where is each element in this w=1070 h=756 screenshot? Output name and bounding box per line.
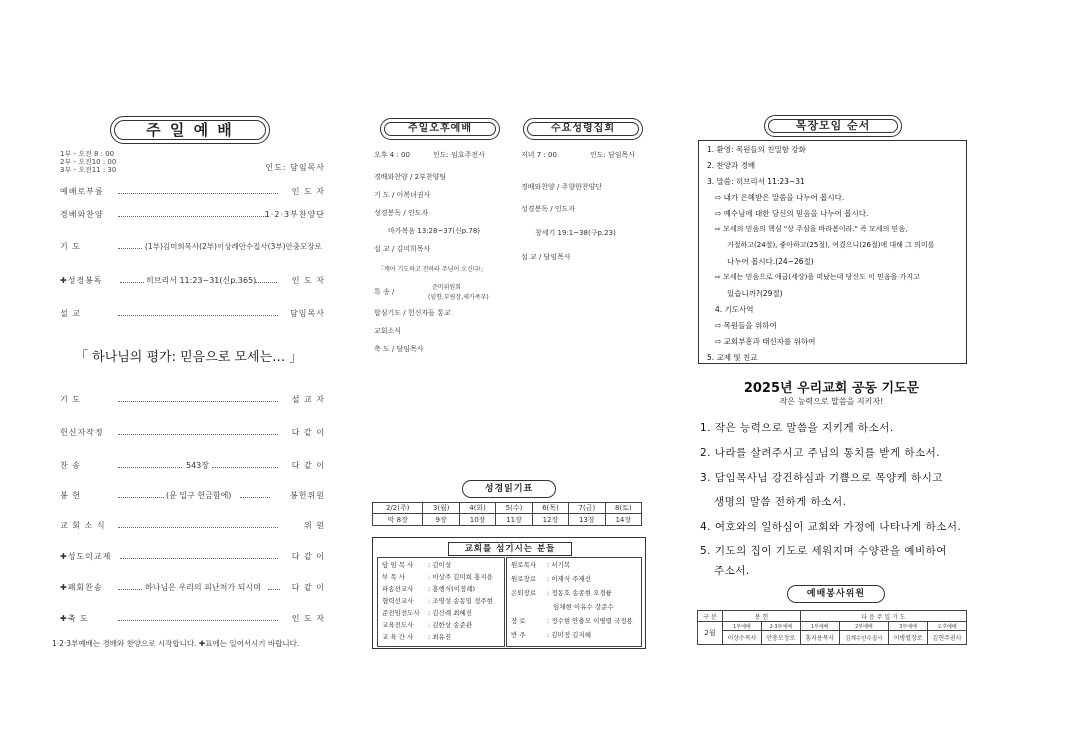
afternoon-item: 설 교 / 김미희목사 [374,245,431,253]
service-times: 1부 - 오전 8 : 00 2부 - 오전10 : 00 3부 - 오전11 : 30 [60,150,117,174]
sermon-title: 「 하나님의 평가: 믿음으로 모세는… 」 [75,350,303,365]
servant-row: 준전임전도사 [382,609,420,617]
servant-row: 원로목사 [511,561,537,569]
servant-row: 교 육 간 사 [382,633,414,641]
afternoon-item: 특 송 / [374,288,395,296]
servant-row: 부 목 사 [382,573,405,581]
prayer-line: 3. 담임목사님 강건하심과 기쁨으로 목양케 하시고 [700,472,944,484]
servants-title: 교회를 섬기시는 분들 [448,542,572,556]
duty-head2: 2월 1부예배 2·3부예배 1부예배 2부예배 3부예배 오후예배 [698,622,967,631]
prayer-line: 1. 작은 능력으로 말씀을 지키게 하소서. [700,422,894,434]
servants-box [372,537,646,649]
prayer-line: 5. 기도의 집이 기도로 세워지며 수양관을 예비하여 [700,545,947,557]
servant-row: 반 주 [511,631,526,639]
afternoon-service-title: 주일오후예배 [380,118,500,140]
afternoon-item: 기 도 / 이복녀권사 [374,191,431,199]
wednesday-item: 경배와찬양 / 주향한찬양단 [521,183,603,191]
wednesday-item: 창세기 19:1~38(구p.23) [535,229,616,237]
duty-head1: 구 분 봉 헌 다 음 주 일 기 도 [698,611,967,622]
prayer-subtitle: 작은 능력으로 말씀을 지키자! [779,397,884,406]
cell-line: 4. 기도사역 [715,305,754,314]
duty-title: 예배봉사위원 [787,585,885,603]
prayer-line: 2. 나라를 살려주시고 주님의 통치를 받게 하소서. [700,447,941,459]
bible-reading-table [372,502,642,526]
afternoon-item: 「깨어 기도하고 전하라 주님이 오신다!」 [378,266,487,273]
cell-line: ⇨ 내가 은혜받은 말씀을 나누어 봅시다. [715,193,845,202]
cell-meeting-title: 목장모임 순서 [764,115,902,137]
bible-reading-title: 성경읽기표 [462,480,556,498]
servant-row: 은퇴장로 [511,589,537,597]
cell-order-box [698,140,967,364]
bible-reading-days: 2/2(주) 3(월) 4(화) 5(수) 6(목) 7(금) 8(토) [373,503,642,514]
wednesday-time: 저녁 7 : 00 [521,151,557,159]
cell-line: 2. 찬양과 경배 [707,161,756,170]
cell-line: 3. 말씀: 히브리서 11:23~31 [707,177,805,186]
cell-line: 나누어 봅시다.(24~26절) [727,257,814,266]
servant-row: 장 로 [511,617,526,625]
cell-line: 거절하고(24절), 좋아하고(25절), 여겼으니(26절)에 대해 그 의미를 [727,241,935,249]
left-footnote: 1·2·3부예배는 경배와 찬양으로 시작합니다. ✚표에는 일어서시기 바랍니다. [52,639,300,648]
cell-line: ⇨ 모세는 믿음으로 애굽(세상)을 떠났는데 당신도 이 믿음을 가지고 [715,273,920,281]
prayer-title: 2025년 우리교회 공동 기도문 [743,381,920,396]
servant-row: 담 임 목 사 [382,561,414,569]
sunday-service-title: 주 일 예 배 [110,116,270,144]
servant-row: 원로장로 [511,575,537,583]
bible-reading-chapters: 막 8장 9장 10장 11장 12장 13장 14장 [373,514,642,526]
afternoon-item: (임향,부림장,새가족부) [428,294,489,301]
afternoon-leader: 인도: 임효주전사 [433,151,485,159]
duty-values: 이상수목사 안충모장로 홍지용목사 김계수안수집사 이병렬장로 김현주권사 [698,631,967,645]
cell-line: 1. 환영: 목원들의 친밀함 강화 [707,145,806,154]
service-leader: 인도: 담임목사 [265,163,325,172]
afternoon-item: 준비위원회 [432,284,461,291]
cell-line: ⇨ 모세의 믿음의 핵심 "상 주심을 바라봄이라." 즉 모세의 믿음, [715,225,908,233]
wednesday-leader: 인도: 담임목사 [590,151,636,159]
afternoon-item: 마가복음 13:28~37(신p.78) [388,227,481,235]
cell-line: ⇨ 교회부흥과 태신자를 위하여 [715,337,816,346]
afternoon-item: 합심기도 / 헌신자들 통교 [374,309,451,317]
afternoon-item: 성경봉독 / 인도자 [374,209,429,217]
prayer-line: 4. 여호와의 일하심이 교회와 가정에 나타나게 하소서. [700,521,962,533]
wednesday-service-title: 수요성령집회 [523,118,643,140]
afternoon-item: 경배와찬양 / 2부찬양팀 [374,173,447,181]
servant-row: 파송선교사 [382,585,414,593]
afternoon-item: 교회소식 [374,327,402,335]
servant-row: 교육전도사 [382,621,414,629]
cell-line: ⇨ 예수님에 대한 당신의 믿음을 나누어 봅시다. [715,209,869,218]
cell-line: ⇨ 목원들을 위하여 [715,321,777,330]
servants-right: 원로목사 : 서기복 원로장로 : 이재식 주재선 은퇴장로 : 정동호 송종현 오경륭 임채현 이유수 강준수 장 로 : 정수현 안충모 이병렬 국정용 반 주 : 김미정 김지혜 [506,557,642,647]
afternoon-time: 오후 4 : 00 [374,151,410,159]
afternoon-item: 축 도 / 담임목사 [374,345,424,353]
wednesday-item: 설 교 / 담임목사 [521,253,571,261]
servant-row: 협력선교사 [382,597,414,605]
prayer-line: 주소서. [714,565,750,577]
cell-line: 5. 교제 및 친교 [707,353,758,362]
prayer-line: 생명의 말씀 전하게 하소서. [714,496,847,508]
duty-table [697,610,967,645]
wednesday-item: 성경봉독 / 인도자 [521,205,576,213]
servants-left: 담 임 목 사 : 김이성 부 목 사 : 이상주 김미희 홍지용 파송선교사 : 홍행식(이정례) 협력선교사 : 조영성 송동일 정주현 준전임전도사 : 김신례 최혜진 교육전도사 : 김한상 송준관 교 육 간 사 : 최유진 [377,557,505,647]
cell-line: 있습니까?(29절) [727,289,783,298]
